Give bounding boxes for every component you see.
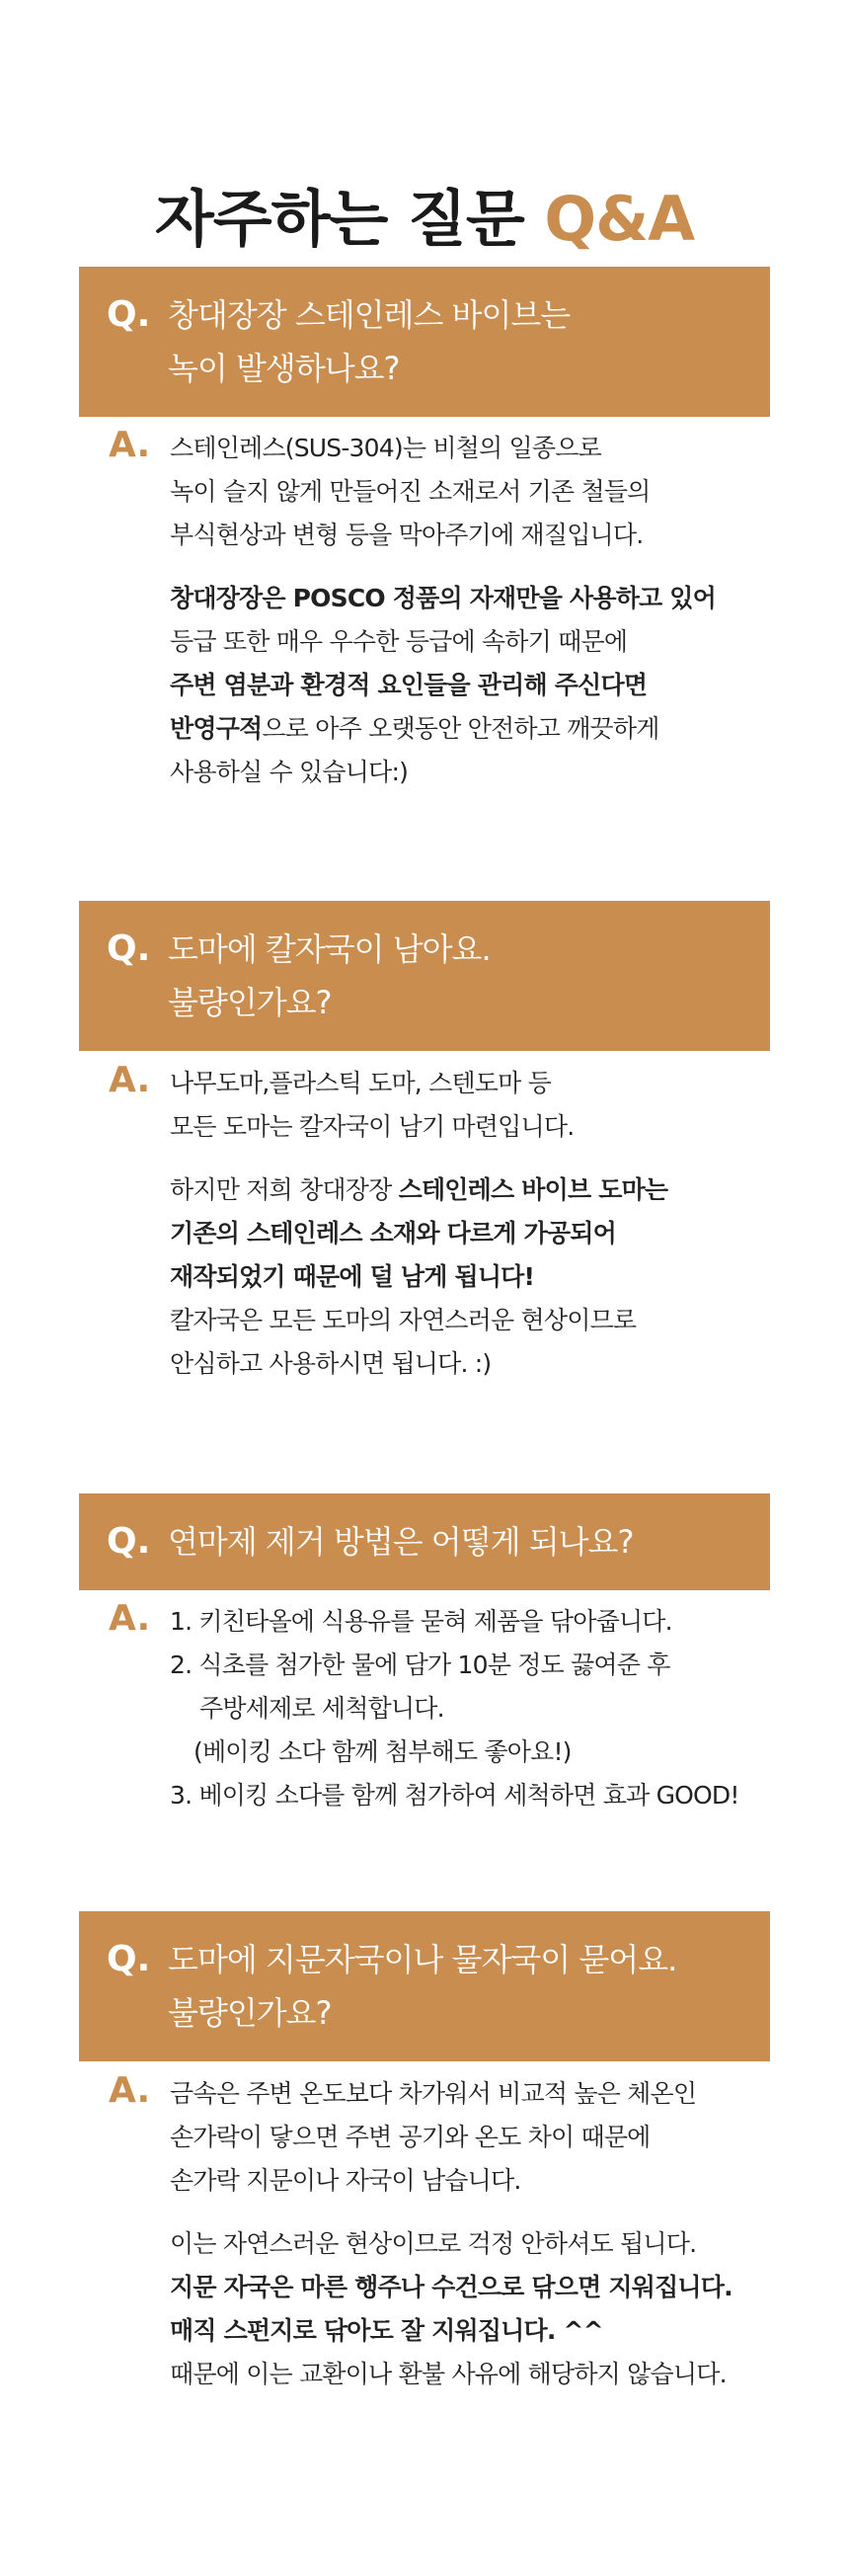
faq4-question-line1: 도마에 지문자국이나 물자국이 묻어요. <box>168 1941 677 1978</box>
faq1-answer-bold-line: 주변 염분과 환경적 요인들을 관리해 주신다면 <box>170 671 648 699</box>
page-title-main: 자주하는 질문 <box>154 182 524 255</box>
faq3-step-2-cont: 주방세제로 세척합니다. <box>199 1694 444 1723</box>
faq4-question-line2: 불량인가요? <box>168 1994 332 2032</box>
faq2-answer-text: 하지만 저희 창대장장 <box>170 1175 399 1204</box>
faq2-answer-line: 모든 도마는 칼자국이 남기 마련입니다. <box>170 1112 575 1141</box>
faq3-step-1: 1. 키친타올에 식용유를 묻혀 제품을 닦아줍니다. <box>170 1607 672 1636</box>
faq4-answer-line: 손가락이 닿으면 주변 공기와 온도 차이 때문에 <box>170 2123 651 2151</box>
faq2-answer-bold-line: 재작되었기 때문에 덜 남게 됩니다! <box>170 1262 535 1291</box>
faq3-step-2-note: (베이킹 소다 함께 첨부해도 좋아요!) <box>193 1737 572 1766</box>
faq3-step-3: 3. 베이킹 소다를 함께 첨가하여 세척하면 효과 GOOD! <box>170 1781 739 1810</box>
faq1-question-bar <box>79 267 770 417</box>
faq3-question-line1: 연마제 제거 방법은 어떻게 되나요? <box>168 1523 634 1561</box>
faq2-answer-bold-text: 다르게 가공되어 <box>446 1219 616 1248</box>
faq1-answer <box>109 427 780 814</box>
faq4-answer-line: 때문에 이는 교환이나 환불 사유에 해당하지 않습니다. <box>170 2360 727 2388</box>
faq4-question-bar <box>79 1911 770 2061</box>
faq1-answer-line: 녹이 슬지 않게 만들어진 소재로서 기존 철들의 <box>170 477 651 506</box>
faq1-answer-text: 으로 아주 오랫동안 안전하고 깨끗하게 <box>262 714 659 743</box>
q-mark: Q. <box>107 294 151 335</box>
faq1-answer-bold-line: 창대장장은 POSCO 정품의 자재만을 사용하고 있어 <box>170 584 717 612</box>
q-mark: Q. <box>107 1939 151 1979</box>
faq4-answer-line: 손가락 지문이나 자국이 남습니다. <box>170 2166 521 2195</box>
a-mark: A. <box>109 2070 151 2111</box>
faq3-question-bar <box>79 1493 770 1590</box>
faq4-answer-line: 이는 자연스러운 현상이므로 걱정 안하셔도 됩니다. <box>170 2229 697 2258</box>
faq1-answer-line: 부식현상과 변형 등을 막아주기에 재질입니다. <box>170 521 644 549</box>
faq2-answer-bold-text: 기존의 스테인레스 소재 <box>170 1219 417 1248</box>
faq2-answer-line: 나무도마,플라스틱 도마, 스텐도마 등 <box>170 1069 551 1097</box>
faq3-answer <box>109 1600 780 1817</box>
faq2-question-line2: 불량인가요? <box>168 984 332 1021</box>
q-mark: Q. <box>107 928 151 969</box>
a-mark: A. <box>109 1598 151 1639</box>
faq2-answer <box>109 1062 780 1406</box>
page-title <box>0 170 849 258</box>
faq1-question-line1: 창대장장 스테인레스 바이브는 <box>168 296 571 334</box>
faq1-question-line2: 녹이 발생하나요? <box>168 350 400 387</box>
faq2-question-bar <box>79 901 770 1051</box>
a-mark: A. <box>109 425 151 465</box>
page-title-accent: Q&A <box>544 182 695 255</box>
faq2-answer-line: 안심하고 사용하시면 됩니다. :) <box>170 1349 492 1378</box>
q-mark: Q. <box>107 1521 151 1562</box>
faq4-answer-bold-line: 지문 자국은 마른 행주나 수건으로 닦으면 지워집니다. <box>170 2273 733 2301</box>
faq2-answer-line: 칼자국은 모든 도마의 자연스러운 현상이므로 <box>170 1306 637 1334</box>
faq1-answer-line: 스테인레스(SUS-304)는 비철의 일종으로 <box>170 434 601 462</box>
faq1-answer-line: 사용하실 수 있습니다:) <box>170 758 409 786</box>
faq4-answer-bold-line: 매직 스펀지로 닦아도 잘 지워집니다. ^^ <box>170 2316 603 2345</box>
a-mark: A. <box>109 1060 151 1100</box>
faq3-step-2: 2. 식초를 첨가한 물에 담가 10분 정도 끓여준 후 <box>170 1650 670 1679</box>
faq2-answer-bold-text: 스테인레스 바이브 도마는 <box>398 1175 668 1204</box>
faq1-answer-bold-term: 반영구적 <box>170 714 263 743</box>
faq4-answer-line: 금속은 주변 온도보다 차가워서 비교적 높은 체온인 <box>170 2079 697 2108</box>
faq2-question-line1: 도마에 칼자국이 남아요. <box>168 930 491 968</box>
faq1-answer-line: 등급 또한 매우 우수한 등급에 속하기 때문에 <box>170 627 628 656</box>
faq2-answer-text: 와 <box>416 1219 447 1248</box>
faq4-answer <box>109 2072 780 2416</box>
